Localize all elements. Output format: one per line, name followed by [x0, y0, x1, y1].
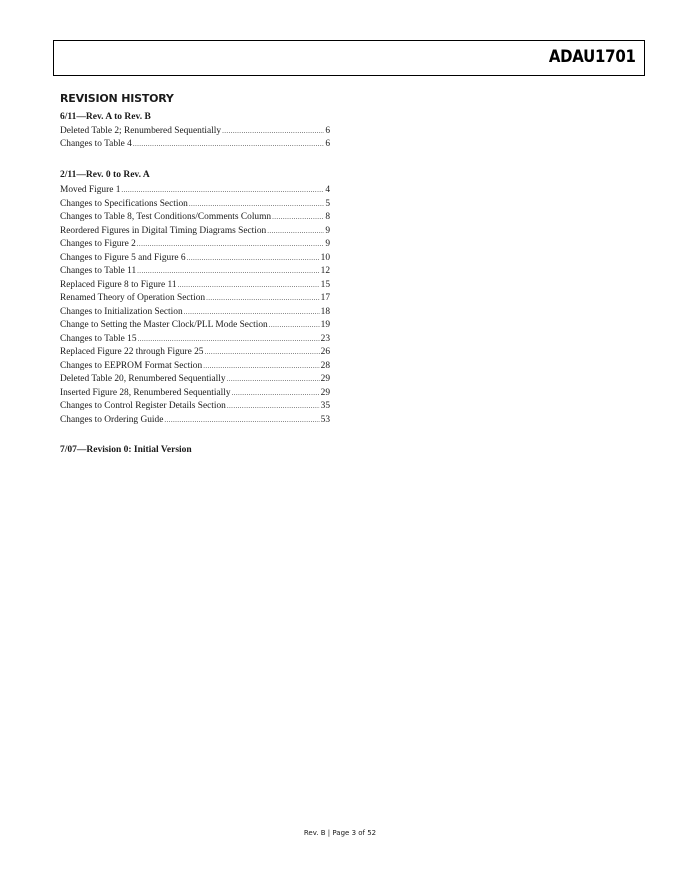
entry-page-number: 26	[320, 347, 330, 357]
entry-label: Changes to Figure 2	[60, 239, 136, 249]
entry-page-number: 28	[320, 360, 330, 371]
entry-label: Changes to Table 8, Test Conditions/Comments Column	[60, 212, 272, 222]
dot-leader	[121, 184, 324, 198]
revision-entry	[60, 198, 330, 212]
revision-entry	[60, 319, 330, 333]
revision-group	[60, 111, 330, 152]
entry-label: Changes to Initialization Section	[60, 306, 183, 317]
dot-leader	[269, 319, 320, 333]
dot-leader	[272, 211, 324, 225]
revision-entry	[60, 360, 330, 374]
entry-label: Changes to Table 15	[60, 333, 137, 344]
revision-entry-list	[60, 125, 330, 152]
revision-entry	[60, 211, 330, 225]
entry-label: Changes to Table 11	[60, 266, 137, 276]
entry-page-number: 23	[320, 333, 330, 344]
revision-entry	[60, 373, 330, 387]
dot-leader	[187, 252, 320, 266]
entry-label: Changes to Table 4	[60, 139, 132, 149]
dot-leader	[137, 265, 319, 279]
dot-leader	[189, 198, 324, 212]
dot-leader	[178, 279, 320, 293]
entry-page-number: 29	[320, 374, 330, 384]
entry-page-number: 6	[325, 139, 330, 149]
entry-label: Changes to EEPROM Format Section	[60, 360, 203, 371]
dot-leader	[138, 333, 320, 347]
entry-label: Moved Figure 1	[60, 185, 121, 195]
revision-entry	[60, 138, 330, 152]
entry-label: Changes to Specifications Section	[60, 198, 188, 209]
entry-label: Changes to Figure 5 and Figure 6	[60, 252, 186, 263]
revision-entry	[60, 238, 330, 252]
entry-label: Inserted Figure 28, Renumbered Sequentially	[60, 387, 231, 398]
revision-entry	[60, 387, 330, 401]
entry-page-number: 17	[320, 293, 330, 303]
entry-label: Renamed Theory of Operation Section	[60, 293, 206, 303]
entry-page-number: 53	[320, 414, 330, 425]
entry-page-number: 4	[325, 185, 330, 195]
entry-page-number: 35	[320, 401, 330, 411]
entry-page-number: 12	[320, 266, 330, 276]
entry-page-number: 29	[320, 387, 330, 398]
revision-group	[60, 444, 330, 458]
entry-page-number: 18	[320, 306, 330, 317]
revision-entry	[60, 333, 330, 347]
dot-leader	[184, 306, 320, 320]
revision-entry	[60, 225, 330, 239]
entry-label: Deleted Table 2; Renumbered Sequentially	[60, 125, 222, 136]
revision-entry	[60, 279, 330, 293]
entry-label: Reordered Figures in Digital Timing Diagrams Section	[60, 225, 267, 236]
revision-entry	[60, 292, 330, 306]
revision-entry-list	[60, 184, 330, 427]
dot-leader	[227, 400, 320, 414]
dot-leader	[232, 387, 320, 401]
dot-leader	[137, 238, 325, 252]
dot-leader	[164, 414, 319, 428]
entry-label: Deleted Table 20, Renumbered Sequentially	[60, 374, 226, 384]
entry-label: Replaced Figure 22 through Figure 25	[60, 347, 204, 357]
revision-history	[60, 92, 330, 475]
revision-groups	[60, 111, 330, 458]
entry-label: Replaced Figure 8 to Figure 11	[60, 279, 177, 290]
dot-leader	[133, 138, 324, 152]
revision-heading: 2/11—Rev. 0 to Rev. A	[60, 169, 150, 180]
dot-leader	[203, 360, 319, 374]
entry-label: Change to Setting the Master Clock/PLL Mode Section	[60, 320, 268, 330]
section-title: REVISION HISTORY	[60, 92, 174, 105]
entry-page-number: 10	[320, 252, 330, 263]
entry-page-number: 19	[320, 320, 330, 330]
entry-label: Changes to Ordering Guide	[60, 414, 164, 425]
dot-leader	[204, 346, 319, 360]
revision-entry	[60, 400, 330, 414]
revision-entry	[60, 414, 330, 428]
revision-entry	[60, 265, 330, 279]
page-footer: Rev. B | Page 3 of 52	[303, 829, 377, 837]
entry-page-number: 8	[325, 212, 330, 222]
part-number: ADAU1701	[549, 47, 636, 67]
entry-page-number: 5	[325, 198, 330, 209]
entry-page-number: 9	[325, 225, 330, 236]
entry-page-number: 9	[325, 239, 330, 249]
revision-entry	[60, 184, 330, 198]
revision-entry	[60, 125, 330, 139]
revision-entry	[60, 346, 330, 360]
revision-group	[60, 169, 330, 428]
revision-entry	[60, 252, 330, 266]
dot-leader	[206, 292, 320, 306]
revision-entry	[60, 306, 330, 320]
entry-label: Changes to Control Register Details Section	[60, 401, 226, 411]
dot-leader	[267, 225, 324, 239]
revision-heading: 7/07—Revision 0: Initial Version	[60, 445, 192, 455]
entry-page-number: 15	[320, 279, 330, 290]
dot-leader	[227, 373, 320, 387]
revision-heading: 6/11—Rev. A to Rev. B	[60, 112, 151, 122]
page-header	[53, 40, 645, 76]
entry-page-number: 6	[325, 125, 330, 136]
dot-leader	[222, 125, 324, 139]
